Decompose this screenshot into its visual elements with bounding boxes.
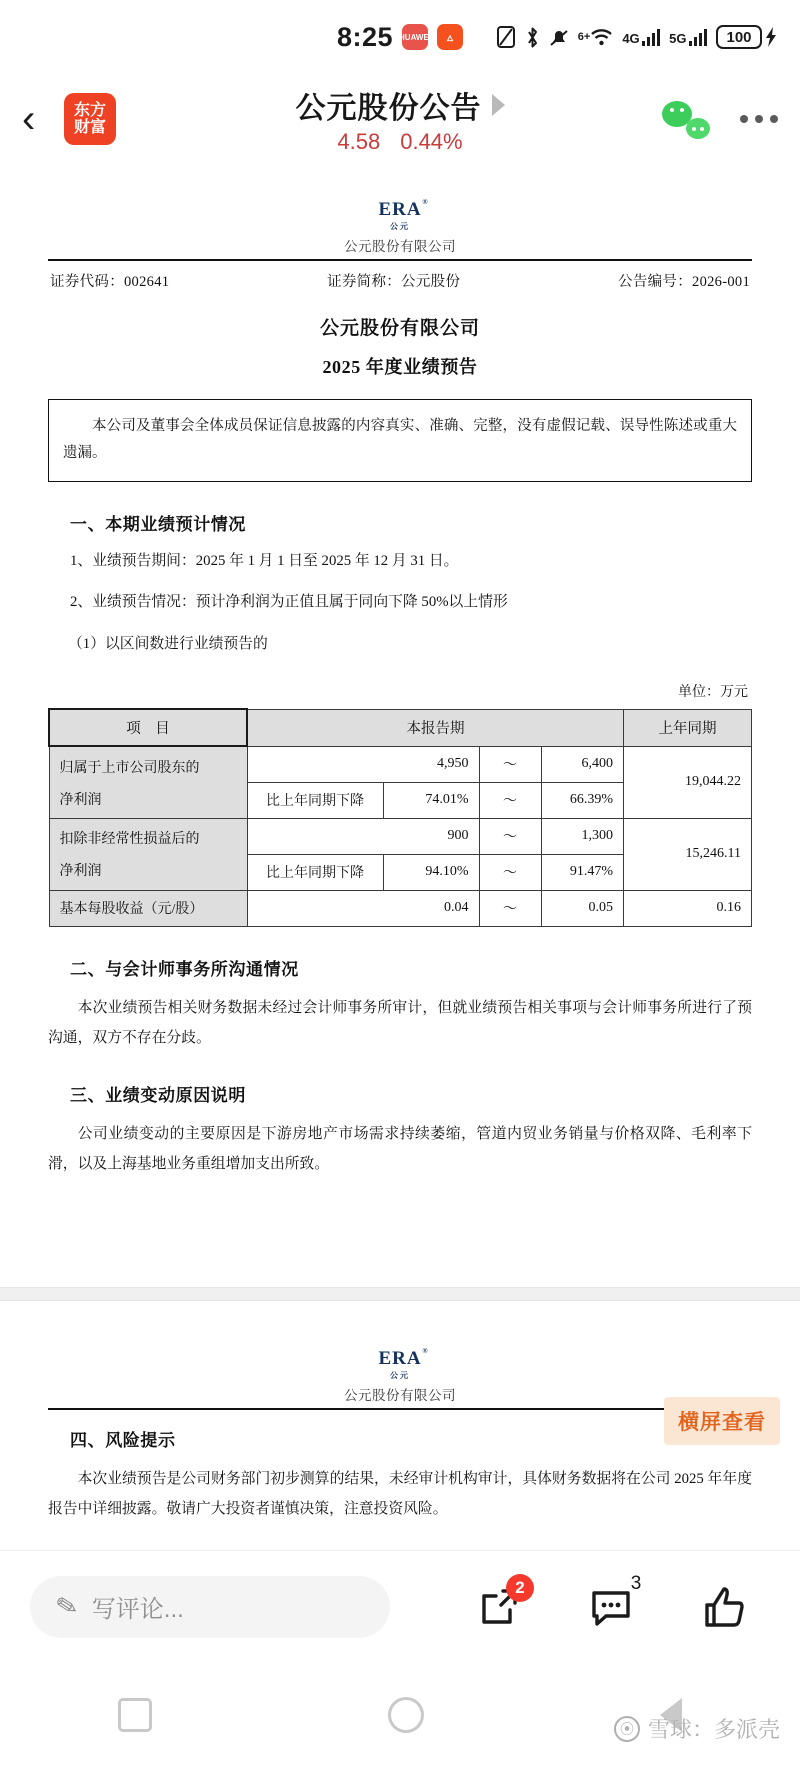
deducted-pct-tilde: ～	[479, 854, 541, 890]
row-label-line-2: 净利润	[59, 864, 102, 880]
disclaimer-text: 本公司及董事会全体成员保证信息披露的内容真实、准确、完整，没有虚假记载、误导性陈述或重大遗漏。	[63, 418, 737, 461]
era-logo-chinese: 公元	[390, 222, 410, 231]
back-button[interactable]: ‹	[22, 97, 36, 141]
page-bottom-spacer	[48, 1179, 752, 1277]
clock: 8:25	[336, 21, 394, 52]
era-logo-text: ERA	[378, 199, 422, 220]
status-bar-left	[337, 22, 463, 53]
eps-low: 0.04	[247, 890, 479, 926]
section-1-item-3: （1）以区间数进行业绩预告的	[68, 635, 268, 652]
network-4g-label: 4G	[622, 30, 640, 46]
announcement-page-1	[0, 164, 800, 1287]
era-logo-text: ERA	[378, 1348, 422, 1370]
comment-action-bar	[0, 1550, 800, 1662]
deducted-tilde: ～	[479, 818, 541, 854]
status-bar-right	[496, 25, 778, 49]
like-button[interactable]	[694, 1578, 752, 1636]
section-3-heading: 三、业绩变动原因说明	[70, 1086, 246, 1106]
header-divider-page2	[48, 1408, 752, 1410]
section-2-heading: 二、与会计师事务所沟通情况	[70, 959, 299, 979]
network-5g-label: 5G	[669, 30, 687, 46]
section-4-heading: 四、风险提示	[70, 1431, 176, 1451]
share-button[interactable]	[470, 1578, 528, 1636]
stock-change-percent: 0.44%	[400, 129, 463, 154]
share-count-badge: 2	[506, 1574, 534, 1602]
deducted-pct-high: 91.47%	[541, 854, 624, 890]
network-5g-indicator	[669, 29, 707, 46]
action-icons	[470, 1572, 770, 1636]
wifi-icon	[578, 27, 614, 47]
table-row	[49, 818, 752, 854]
chevron-right-icon[interactable]	[492, 94, 505, 116]
section-2-paragraph: 本次业绩预告相关财务数据未经过会计师事务所审计，但就业绩预告相关事项与会计师事务所进行了预沟通，双方不存在分歧。	[48, 999, 752, 1046]
xueqiu-icon: ⦿	[614, 1716, 640, 1742]
thumbs-up-icon	[700, 1585, 746, 1629]
era-logo-icon	[378, 1347, 429, 1370]
company-name-header: 公元股份有限公司	[344, 239, 456, 254]
signal-bars-4g	[642, 29, 661, 46]
comment-input[interactable]	[30, 1576, 390, 1638]
header-item: 项 目	[49, 709, 247, 746]
flame-icon: 🜂	[437, 24, 463, 50]
nav-right-actions	[662, 99, 778, 139]
section-1-item-1: 1、业绩预告期间：2025 年 1 月 1 日至 2025 年 12 月 31 日。	[70, 552, 459, 569]
battery-indicator	[716, 25, 778, 49]
announcement-number: 公告编号：2026-001	[618, 274, 750, 290]
company-logo-block-page2	[48, 1343, 752, 1404]
era-logo-icon	[378, 198, 429, 220]
battery-level: 100	[716, 25, 762, 49]
net-profit-pct-low: 74.01%	[383, 782, 479, 818]
more-dots-icon[interactable]	[740, 115, 778, 123]
comment-count-badge: 3	[630, 1572, 642, 1594]
era-logo-chinese: 公元	[390, 1371, 410, 1381]
android-navigation-bar	[0, 1662, 800, 1768]
row-label-deducted-net-profit	[49, 818, 247, 890]
document-title: 公元股份有限公司	[319, 318, 480, 339]
eps-label: 基本每股收益（元/股）	[49, 890, 247, 926]
eps-tilde: ～	[479, 890, 541, 926]
company-name-header: 公元股份有限公司	[344, 1388, 456, 1404]
table-unit-label: 单位：万元	[678, 685, 748, 701]
security-code: 证券代码：002641	[50, 274, 170, 290]
comment-placeholder: 写评论...	[91, 1596, 184, 1624]
status-bar	[0, 0, 800, 74]
row-label-line-2: 净利润	[59, 792, 102, 808]
landscape-view-badge[interactable]: 横屏查看	[664, 1397, 780, 1445]
quote-row[interactable]	[337, 129, 462, 155]
section-4-paragraph: 本次业绩预告是公司财务部门初步测算的结果，未经审计机构审计，具体财务数据将在公司 2025 年年度报告中详细披露。敬请广大投资者谨慎决策，注意投资风险。	[48, 1471, 752, 1517]
security-abbreviation: 证券简称：公元股份	[327, 274, 461, 290]
net-profit-high: 6,400	[541, 746, 624, 782]
eps-prior: 0.16	[624, 890, 752, 926]
net-profit-pct-high: 66.39%	[541, 782, 624, 818]
deducted-change-label: 比上年同期下降	[247, 854, 383, 890]
stock-price: 4.58	[337, 129, 381, 154]
eps-high: 0.05	[541, 890, 624, 926]
net-profit-change-label: 比上年同期下降	[247, 782, 383, 818]
document-subtitle: 2025 年度业绩预告	[322, 357, 478, 377]
comment-button[interactable]	[582, 1572, 642, 1636]
home-circle-icon[interactable]	[388, 1697, 424, 1733]
network-4g-indicator	[622, 29, 660, 46]
deducted-pct-low: 94.10%	[383, 854, 479, 890]
huawei-icon: HUAWEI	[402, 24, 428, 50]
registered-mark: ®	[422, 1347, 429, 1356]
signal-bars-5g	[689, 29, 708, 46]
eastmoney-brand-logo[interactable]	[64, 93, 116, 145]
table-header-row	[49, 709, 752, 746]
document-scroll-area[interactable]	[0, 164, 800, 1550]
nfc-icon	[496, 25, 516, 49]
registered-mark: ®	[422, 198, 429, 206]
nav-title-row[interactable]	[296, 83, 505, 127]
financial-forecast-table	[48, 708, 752, 927]
wifi-gen-label: 6+	[577, 31, 591, 43]
row-label-line-1: 扣除非经常性损益后的	[59, 832, 200, 848]
pencil-icon: ✎	[53, 1589, 81, 1624]
bluetooth-icon	[525, 26, 540, 49]
app-navigation-bar	[0, 74, 800, 164]
section-1-heading: 一、本期业绩预计情况	[70, 514, 246, 534]
brand-line-1: 东方	[73, 102, 106, 119]
table-row	[49, 890, 752, 926]
table-row	[49, 746, 752, 782]
deducted-low: 900	[247, 818, 479, 854]
net-profit-low: 4,950	[247, 746, 479, 782]
page-title: 公元股份公告	[295, 92, 482, 125]
page-separator	[0, 1287, 800, 1301]
row-label-net-profit	[49, 746, 247, 818]
watermark	[614, 1713, 780, 1744]
watermark-text: 雪球：多派壳	[647, 1717, 780, 1743]
net-profit-pct-tilde: ～	[479, 782, 541, 818]
net-profit-tilde: ～	[479, 746, 541, 782]
row-label-line-1: 归属于上市公司股东的	[59, 760, 200, 776]
deducted-prior: 15,246.11	[624, 818, 752, 890]
charging-bolt-icon	[764, 26, 778, 48]
deducted-high: 1,300	[541, 818, 624, 854]
company-logo-block	[48, 194, 752, 255]
bell-muted-icon	[549, 26, 569, 49]
section-1-item-2: 2、业绩预告情况：预计净利润为正值且属于同向下降 50%以上情形	[70, 594, 508, 611]
brand-line-2: 财富	[73, 119, 106, 136]
header-current-period: 本报告期	[247, 709, 624, 746]
wechat-icon[interactable]	[662, 99, 710, 139]
disclaimer-box	[48, 399, 752, 482]
recents-square-icon[interactable]	[118, 1698, 152, 1732]
section-3-paragraph: 公司业绩变动的主要原因是下游房地产市场需求持续萎缩，管道内贸业务销量与价格双降、毛利率下滑，以及上海基地业务重组增加支出所致。	[48, 1126, 752, 1172]
net-profit-prior: 19,044.22	[624, 746, 752, 818]
header-prior-period: 上年同期	[624, 709, 752, 746]
announcement-page-2	[0, 1301, 800, 1550]
security-info-line	[48, 261, 752, 291]
